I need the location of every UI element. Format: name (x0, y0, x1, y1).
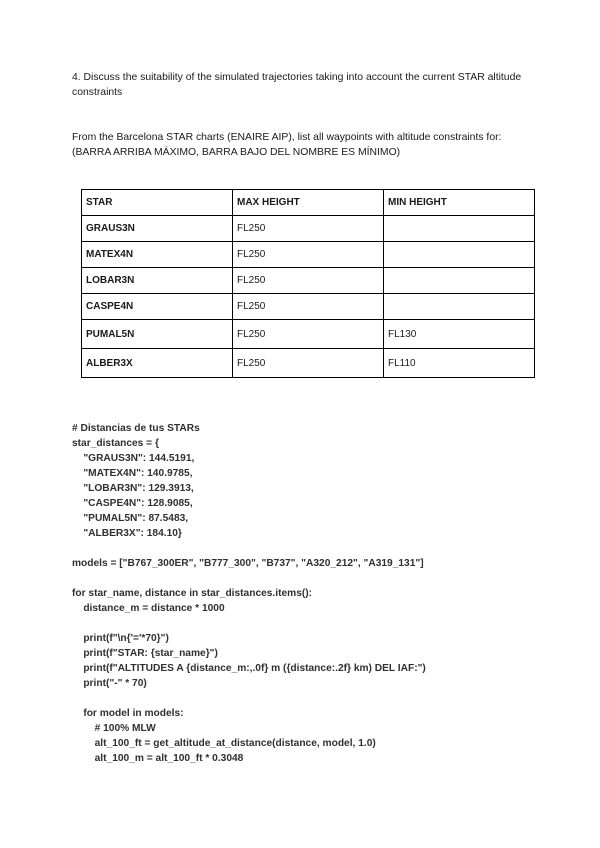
code-line: for star_name, distance in star_distances.items(): (72, 588, 313, 599)
min-height-cell: FL130 (384, 320, 535, 349)
code-line: alt_100_m = alt_100_ft * 0.3048 (72, 753, 244, 764)
code-line: models = ["B767_300ER", "B777_300", "B737", "A320_212", "A319_131"] (72, 558, 424, 569)
code-blank-line (72, 616, 542, 631)
code-blank-line (72, 691, 542, 706)
code-line: "ALBER3X": 184.10} (72, 528, 182, 539)
code-line: "PUMAL5N": 87.5483, (72, 513, 189, 524)
header-min-height: MIN HEIGHT (384, 190, 535, 216)
header-max-height: MAX HEIGHT (233, 190, 384, 216)
code-line: # 100% MLW (72, 723, 156, 734)
max-height-cell: FL250 (233, 349, 384, 378)
code-block (72, 421, 542, 766)
code-line: # Distancias de tus STARs (72, 423, 200, 434)
star-name-cell: CASPE4N (82, 294, 233, 320)
min-height-cell (384, 294, 535, 320)
star-altitude-table (81, 189, 535, 378)
max-height-cell: FL250 (233, 294, 384, 320)
star-name-cell: MATEX4N (82, 242, 233, 268)
table-row (82, 216, 535, 242)
code-line: "GRAUS3N": 144.5191, (72, 453, 195, 464)
max-height-cell: FL250 (233, 320, 384, 349)
header-star: STAR (82, 190, 233, 216)
code-line: "CASPE4N": 128.9085, (72, 498, 193, 509)
code-blank-line (72, 571, 542, 586)
code-line: print(f"ALTITUDES A {distance_m:,.0f} m ({distance:.2f} km) DEL IAF:") (72, 663, 426, 674)
code-line: distance_m = distance * 1000 (72, 603, 225, 614)
star-name-cell: ALBER3X (82, 349, 233, 378)
table-row (82, 294, 535, 320)
table-row (82, 349, 535, 378)
max-height-cell: FL250 (233, 216, 384, 242)
min-height-cell (384, 242, 535, 268)
code-line: print(f"\n{'='*70}") (72, 633, 169, 644)
code-line: for model in models: (72, 708, 184, 719)
question-text: 4. Discuss the suitability of the simulated trajectories taking into account the current STAR altitude constraints (72, 72, 522, 98)
code-line: print("-" * 70) (72, 678, 147, 689)
max-height-cell: FL250 (233, 268, 384, 294)
min-height-cell (384, 216, 535, 242)
table-header-row (82, 190, 535, 216)
star-name-cell: PUMAL5N (82, 320, 233, 349)
max-height-cell: FL250 (233, 242, 384, 268)
code-line: "MATEX4N": 140.9785, (72, 468, 193, 479)
code-blank-line (72, 541, 542, 556)
table-row (82, 242, 535, 268)
table-row (82, 268, 535, 294)
code-line: "LOBAR3N": 129.3913, (72, 483, 194, 494)
star-name-cell: LOBAR3N (82, 268, 233, 294)
table-row (82, 320, 535, 349)
intro-text: From the Barcelona STAR charts (ENAIRE AIP), list all waypoints with altitude constraints for: (BARRA ARRIBA MÁXIMO, BARRA BAJO DEL NOMBRE ES MÍNIMO) (72, 132, 502, 158)
code-line: print(f"STAR: {star_name}") (72, 648, 218, 659)
code-line: alt_100_ft = get_altitude_at_distance(distance, model, 1.0) (72, 738, 376, 749)
code-line: star_distances = { (72, 438, 159, 449)
star-name-cell: GRAUS3N (82, 216, 233, 242)
min-height-cell (384, 268, 535, 294)
min-height-cell: FL110 (384, 349, 535, 378)
